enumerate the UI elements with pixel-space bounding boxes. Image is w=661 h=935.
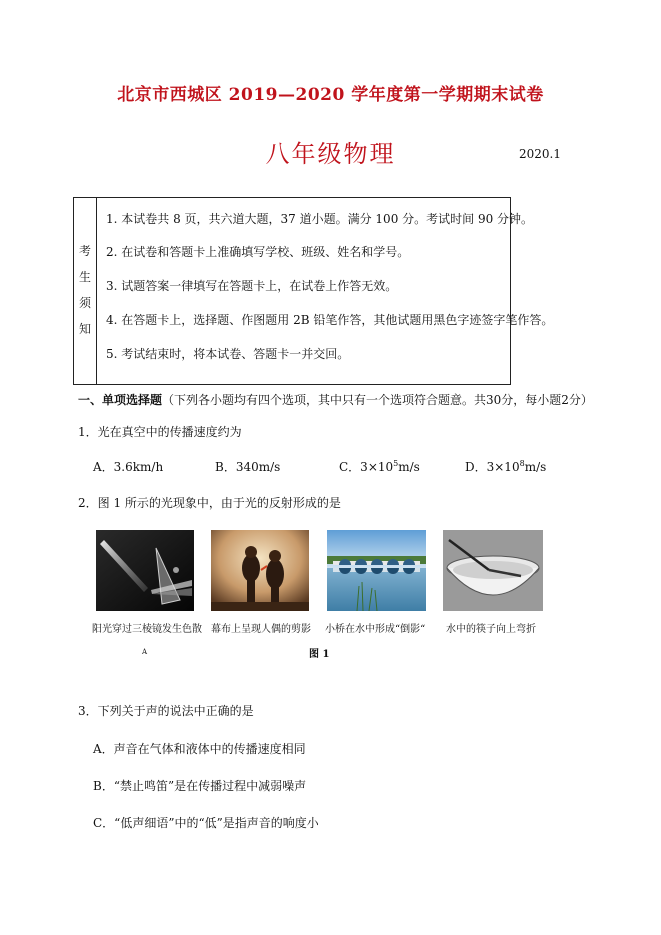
question-3-stem: 3．下列关于声的说法中正确的是 <box>78 704 254 718</box>
figure-caption-b: 幕布上呈现人偶的剪影 <box>211 624 311 635</box>
figure-1-label: 图 1 <box>309 649 330 660</box>
notice-heading-char: 知 <box>78 322 91 336</box>
figure-caption-c: 小桥在水中形成“倒影“ <box>325 624 426 635</box>
notice-item: 5. 考试结束时，将本试卷、答题卡一并交回。 <box>106 347 350 361</box>
notice-heading-char: 须 <box>78 296 91 310</box>
option-c-exponent: 5 <box>393 459 399 468</box>
question-1-option-c <box>339 458 420 475</box>
exam-subject: 八年级物理 <box>265 140 396 168</box>
notice-heading <box>74 198 97 384</box>
question-3-option-a: A．声音在气体和液体中的传播速度相同 <box>93 742 306 756</box>
prism-dispersion-photo <box>96 530 194 611</box>
section-1-title: 一、单项选择题 <box>78 393 163 407</box>
option-c-text: C．3×10 <box>339 460 394 474</box>
chopstick-in-water-photo <box>443 530 543 611</box>
notice-item: 2. 在试卷和答题卡上准确填写学校、班级、姓名和学号。 <box>106 245 410 259</box>
notice-box <box>73 197 554 385</box>
exam-title: 北京市西城区 2019—2020 学年度第一学期期末试卷 <box>117 85 544 105</box>
bridge-reflection-photo <box>327 530 426 611</box>
question-1-option-b: B．340m/s <box>215 460 281 474</box>
notice-item: 3. 试题答案一律填写在答题卡上，在试卷上作答无效。 <box>106 279 398 293</box>
question-1-stem: 1．光在真空中的传播速度约为 <box>78 425 242 439</box>
notice-heading-char: 考 <box>78 244 91 258</box>
option-d-exponent: 8 <box>519 459 525 468</box>
option-d-unit: m/s <box>524 460 547 474</box>
section-1-instructions: （下列各小题均有四个选项，其中只有一个选项符合题意。共30分，每小题2分） <box>162 393 593 407</box>
question-2-stem: 2．图 1 所示的光现象中，由于光的反射形成的是 <box>78 496 341 510</box>
section-1-heading <box>78 391 593 408</box>
exam-date: 2020.1 <box>519 147 561 161</box>
question-3-option-b: B．“禁止鸣笛”是在传播过程中减弱噪声 <box>93 779 307 793</box>
option-c-unit: m/s <box>398 460 420 474</box>
figure-caption-a: 阳光穿过三棱镜发生色散 <box>92 624 202 635</box>
notice-item: 1. 本试卷共 8 页，共六道大题，37 道小题。满分 100 分。考试时间 90 分钟。 <box>106 212 534 226</box>
question-1-option-d <box>465 458 546 475</box>
stray-mark: A <box>142 648 148 656</box>
figure-caption-d: 水中的筷子向上弯折 <box>446 624 536 635</box>
notice-item: 4. 在答题卡上，选择题、作图题用 2B 铅笔作答，其他试题用黑色字迹签字笔作答。 <box>106 313 554 327</box>
notice-heading-char: 生 <box>78 270 91 284</box>
shadow-puppet-photo <box>211 530 309 611</box>
question-1-option-a: A．3.6km/h <box>93 460 164 474</box>
option-d-text: D．3×10 <box>465 460 520 474</box>
question-3-option-c: C．“低声细语”中的“低”是指声音的响度小 <box>93 816 319 830</box>
